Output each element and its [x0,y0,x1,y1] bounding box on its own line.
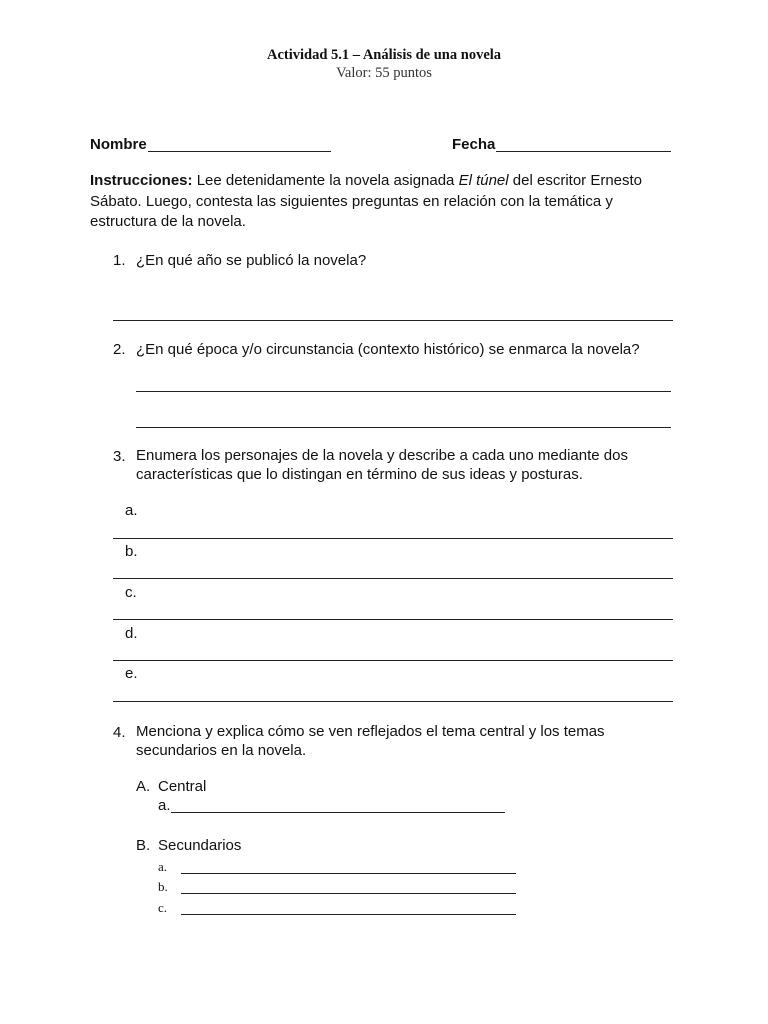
answer-line[interactable] [113,320,673,321]
question-3-line-1: Enumera los personajes de la novela y describe a cada uno mediante dos [136,447,628,464]
date-field[interactable] [496,151,671,152]
item-label: b. [158,879,168,894]
section-a-label: Central [158,778,207,795]
answer-line[interactable] [171,812,505,813]
question-2-number: 2. [113,341,126,358]
page-title: Actividad 5.1 – Análisis de una novela [266,47,502,63]
question-1-text: ¿En qué año se publicó la novela? [136,252,367,269]
answer-line[interactable] [113,701,673,702]
question-3-text [136,446,628,485]
item-label: c. [158,900,168,915]
answer-line[interactable] [181,873,516,874]
name-label: Nombre [90,136,147,153]
answer-line[interactable] [113,538,673,539]
item-label: d. [125,625,138,642]
instructions-text-before: Lee detenidamente la novela asignada [192,172,459,189]
name-field[interactable] [148,151,331,152]
question-4-text [136,722,605,761]
item-label: b. [125,543,138,560]
question-1-number: 1. [113,252,126,269]
instructions-line-2: Sábato. Luego, contesta las siguientes preguntas en relación con la temática y [90,192,613,210]
page-subtitle: Valor: 55 puntos [336,65,432,81]
answer-line[interactable] [181,893,516,894]
instructions [90,171,690,233]
question-4-line-1: Menciona y explica cómo se ven reflejados el tema central y los temas [136,723,605,740]
answer-line[interactable] [181,914,516,915]
book-title: El túnel [458,172,509,189]
item-label: a. [158,797,171,814]
item-label: c. [125,584,137,601]
answer-line[interactable] [136,391,671,392]
item-label: a. [125,502,138,519]
answer-line[interactable] [113,660,673,661]
question-4-number: 4. [113,724,126,741]
instructions-line-3: estructura de la novela. [90,213,246,230]
answer-line[interactable] [113,619,673,620]
question-4-line-2: secundarios en la novela. [136,741,307,759]
section-a-letter: A. [136,778,151,795]
instructions-text-after: del escritor Ernesto [508,172,643,189]
answer-line[interactable] [136,427,671,428]
section-b-letter: B. [136,837,151,854]
instructions-label: Instrucciones: [90,172,193,189]
question-3-number: 3. [113,448,126,465]
date-label: Fecha [452,136,496,153]
question-2-text: ¿En qué época y/o circunstancia (contexto histórico) se enmarca la novela? [136,341,640,358]
item-label: e. [125,665,138,682]
section-b-label: Secundarios [158,837,242,854]
question-3-line-2: características que lo distingan en término de sus ideas y posturas. [136,465,583,483]
answer-line[interactable] [113,578,673,579]
item-label: a. [158,859,168,874]
